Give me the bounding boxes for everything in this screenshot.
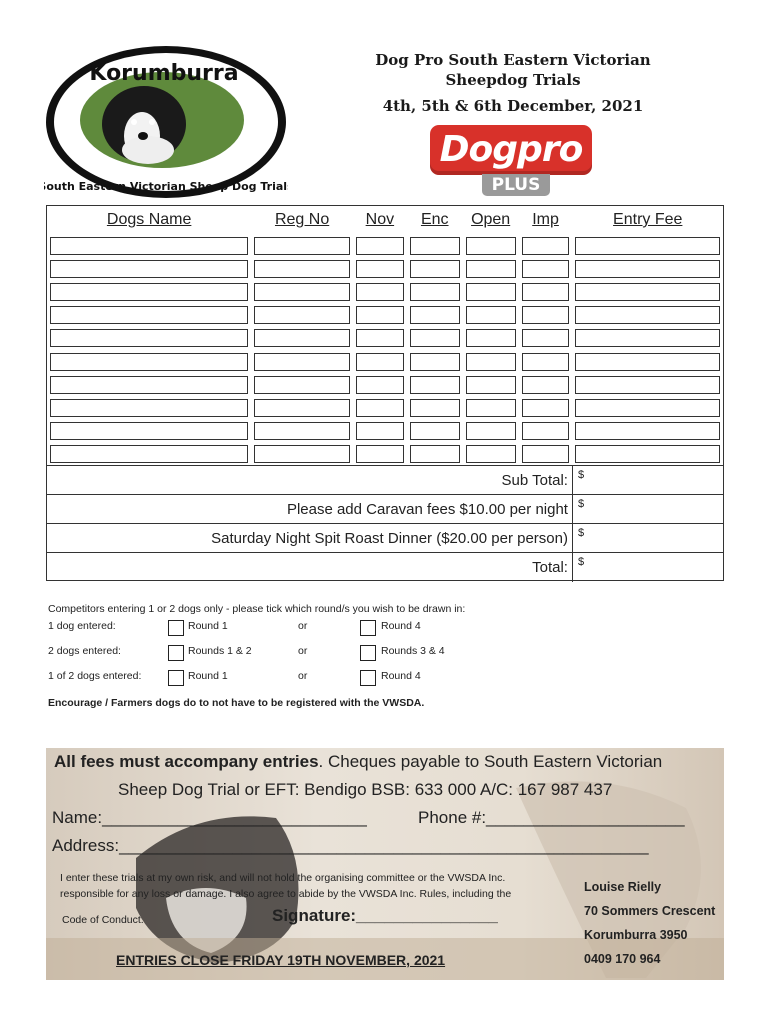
table-row	[47, 443, 723, 466]
table-cell	[353, 280, 407, 303]
checkbox-round-4-alt[interactable]	[360, 670, 376, 686]
entry-input-box[interactable]	[575, 376, 720, 394]
entry-input-box[interactable]	[466, 399, 516, 417]
payment-panel	[46, 748, 724, 980]
table-row	[47, 304, 723, 327]
contact-town: Korumburra 3950	[584, 928, 688, 942]
table-cell	[353, 234, 407, 257]
entry-input-box[interactable]	[522, 237, 570, 255]
table-cell	[572, 234, 723, 257]
table-cell	[463, 420, 519, 443]
table-cell	[353, 257, 407, 280]
entry-input-box[interactable]	[254, 260, 350, 278]
entry-input-box[interactable]	[50, 260, 248, 278]
table-cell	[251, 327, 353, 350]
entry-input-box[interactable]	[575, 237, 720, 255]
table-cell	[463, 234, 519, 257]
entry-input-box[interactable]	[50, 422, 248, 440]
entry-input-box[interactable]	[356, 329, 404, 347]
option-label: Round 1	[188, 620, 228, 632]
round-row-label: 1 of 2 dogs entered:	[48, 670, 142, 682]
table-cell	[572, 257, 723, 280]
bank-details: Sheep Dog Trial or EFT: Bendigo BSB: 633 000 A/C: 167 987 437	[118, 780, 613, 799]
table-cell	[572, 396, 723, 419]
entry-input-box[interactable]	[50, 445, 248, 463]
header-reg-no: Reg No	[274, 211, 330, 228]
table-cell	[572, 373, 723, 396]
round-row-label: 2 dogs entered:	[48, 645, 121, 657]
entry-input-box[interactable]	[50, 306, 248, 324]
table-row	[47, 396, 723, 419]
checkbox-round-1[interactable]	[168, 620, 184, 636]
table-cell	[407, 396, 463, 419]
table-cell	[47, 373, 251, 396]
entry-input-box[interactable]	[466, 260, 516, 278]
entry-input-box[interactable]	[254, 237, 350, 255]
round-row-2-dogs	[48, 645, 738, 670]
dinner-label: Saturday Night Spit Roast Dinner ($20.00 per person)	[47, 524, 572, 553]
checkbox-rounds-3-4[interactable]	[360, 645, 376, 661]
fees-bold: All fees must accompany entries	[54, 752, 319, 771]
table-cell	[47, 304, 251, 327]
entry-input-box[interactable]	[50, 353, 248, 371]
option-label: Round 1	[188, 670, 228, 682]
or-label: or	[298, 620, 308, 632]
table-row	[47, 373, 723, 396]
entry-input-box[interactable]	[522, 306, 570, 324]
table-cell	[47, 234, 251, 257]
round-row-1-dog	[48, 620, 738, 645]
table-row	[47, 257, 723, 280]
entry-input-box[interactable]	[50, 399, 248, 417]
address-field[interactable]: Address:________________________________________________________	[52, 836, 649, 855]
entry-input-box[interactable]	[522, 260, 570, 278]
entry-input-box[interactable]	[522, 329, 570, 347]
entry-input-box[interactable]	[522, 376, 570, 394]
entry-input-box[interactable]	[356, 399, 404, 417]
table-cell	[251, 396, 353, 419]
table-cell	[47, 350, 251, 373]
phone-field[interactable]: Phone #:_____________________	[418, 808, 685, 827]
logo-subtitle: South Eastern Victorian Sheep Dog Trials	[44, 180, 288, 193]
table-row	[47, 350, 723, 373]
entry-input-box[interactable]	[410, 445, 460, 463]
entry-input-box[interactable]	[575, 283, 720, 301]
table-cell	[519, 443, 573, 466]
table-cell	[353, 373, 407, 396]
entry-input-box[interactable]	[466, 283, 516, 301]
table-cell	[407, 304, 463, 327]
entry-input-box[interactable]	[466, 376, 516, 394]
table-cell	[47, 327, 251, 350]
option-label: Round 4	[381, 620, 421, 632]
entry-input-box[interactable]	[522, 283, 570, 301]
entry-input-box[interactable]	[254, 306, 350, 324]
table-row	[47, 327, 723, 350]
table-cell	[407, 257, 463, 280]
checkbox-rounds-1-2[interactable]	[168, 645, 184, 661]
fees-notice	[54, 752, 662, 772]
header-nov: Nov	[365, 211, 395, 228]
table-cell	[47, 396, 251, 419]
rounds-section	[48, 603, 738, 709]
entry-input-box[interactable]	[522, 422, 570, 440]
rounds-intro: Competitors entering 1 or 2 dogs only - please tick which round/s you wish to be drawn in:	[48, 603, 466, 615]
caravan-row	[47, 495, 723, 524]
subtotal-label: Sub Total:	[47, 466, 572, 495]
table-cell	[463, 443, 519, 466]
table-cell	[353, 327, 407, 350]
table-cell	[519, 327, 573, 350]
table-cell	[407, 327, 463, 350]
entry-input-box[interactable]	[356, 306, 404, 324]
table-cell	[251, 304, 353, 327]
header-entry-fee: Entry Fee	[613, 211, 683, 228]
entry-input-box[interactable]	[575, 445, 720, 463]
table-cell	[463, 304, 519, 327]
or-label: or	[298, 670, 308, 682]
table-cell	[407, 280, 463, 303]
table-cell	[463, 350, 519, 373]
table-cell	[572, 327, 723, 350]
total-field[interactable]: $	[572, 553, 723, 582]
table-cell	[519, 373, 573, 396]
logo-title: Korumburra	[89, 61, 239, 86]
caravan-field[interactable]: $	[572, 495, 723, 524]
option-label: Rounds 1 & 2	[188, 645, 252, 657]
entry-input-box[interactable]	[356, 376, 404, 394]
entry-input-box[interactable]	[575, 422, 720, 440]
entry-input-box[interactable]	[575, 260, 720, 278]
entry-input-box[interactable]	[254, 353, 350, 371]
entry-input-box[interactable]	[575, 399, 720, 417]
header-open: Open	[471, 211, 511, 228]
name-field[interactable]: Name:____________________________	[52, 808, 367, 827]
event-title	[318, 50, 708, 117]
entry-input-box[interactable]	[466, 422, 516, 440]
risk-statement-line1: I enter these trials at my own risk, and will not hold the organising committee or the VWSDA Inc.	[60, 872, 506, 884]
entry-input-box[interactable]	[410, 306, 460, 324]
event-title-line1: Dog Pro South Eastern Victorian	[375, 51, 651, 69]
table-row	[47, 420, 723, 443]
fees-rest: . Cheques payable to South Eastern Victorian	[318, 752, 663, 771]
table-header-row	[47, 206, 723, 234]
entry-input-box[interactable]	[356, 283, 404, 301]
table-cell	[251, 420, 353, 443]
subtotal-row	[47, 466, 723, 495]
entry-input-box[interactable]	[466, 306, 516, 324]
entry-input-box[interactable]	[50, 283, 248, 301]
table-cell	[353, 350, 407, 373]
entry-input-box[interactable]	[50, 376, 248, 394]
club-logo	[44, 44, 288, 200]
table-cell	[519, 280, 573, 303]
entry-input-box[interactable]	[466, 237, 516, 255]
table-cell	[353, 420, 407, 443]
table-cell	[572, 420, 723, 443]
entry-input-box[interactable]	[410, 399, 460, 417]
entry-input-box[interactable]	[50, 237, 248, 255]
entry-input-box[interactable]	[575, 329, 720, 347]
table-cell	[251, 443, 353, 466]
caravan-label: Please add Caravan fees $10.00 per night	[47, 495, 572, 524]
entry-input-box[interactable]	[466, 445, 516, 463]
table-cell	[407, 350, 463, 373]
table-row	[47, 234, 723, 257]
dinner-row	[47, 524, 723, 553]
table-cell	[407, 234, 463, 257]
entry-input-box[interactable]	[466, 353, 516, 371]
table-cell	[463, 257, 519, 280]
signature-field[interactable]: Signature:_______________	[272, 906, 498, 925]
table-cell	[519, 304, 573, 327]
entry-input-box[interactable]	[254, 445, 350, 463]
table-cell	[47, 280, 251, 303]
entry-input-box[interactable]	[410, 329, 460, 347]
option-label: Round 4	[381, 670, 421, 682]
table-cell	[251, 257, 353, 280]
table-cell	[572, 443, 723, 466]
table-cell	[572, 350, 723, 373]
header-enc: Enc	[420, 211, 449, 228]
header-dogs-name: Dogs Name	[106, 211, 192, 228]
table-cell	[407, 443, 463, 466]
table-cell	[463, 280, 519, 303]
sponsor-tier: PLUS	[482, 174, 550, 196]
table-cell	[251, 280, 353, 303]
table-cell	[251, 350, 353, 373]
entry-input-box[interactable]	[356, 260, 404, 278]
table-cell	[353, 396, 407, 419]
table-row	[47, 280, 723, 303]
entry-input-box[interactable]	[356, 237, 404, 255]
table-cell	[251, 373, 353, 396]
risk-statement-line3: Code of Conduct.	[62, 914, 144, 926]
table-cell	[519, 350, 573, 373]
entry-input-box[interactable]	[522, 353, 570, 371]
entries-close-notice: ENTRIES CLOSE FRIDAY 19TH NOVEMBER, 2021	[116, 952, 446, 968]
round-row-1-of-2-dogs	[48, 670, 738, 695]
total-row	[47, 553, 723, 582]
table-cell	[463, 373, 519, 396]
entry-input-box[interactable]	[466, 329, 516, 347]
entry-input-box[interactable]	[254, 399, 350, 417]
entry-input-box[interactable]	[254, 283, 350, 301]
registration-note: Encourage / Farmers dogs do to not have to be registered with the VWSDA.	[48, 697, 425, 709]
table-cell	[463, 396, 519, 419]
entry-input-box[interactable]	[410, 237, 460, 255]
table-cell	[353, 443, 407, 466]
entry-input-box[interactable]	[410, 260, 460, 278]
entry-input-box[interactable]	[575, 353, 720, 371]
table-cell	[47, 257, 251, 280]
entry-input-box[interactable]	[254, 376, 350, 394]
table-cell	[572, 304, 723, 327]
entry-input-box[interactable]	[410, 422, 460, 440]
table-cell	[519, 257, 573, 280]
table-cell	[519, 396, 573, 419]
table-cell	[47, 443, 251, 466]
table-cell	[519, 420, 573, 443]
entry-input-box[interactable]	[356, 353, 404, 371]
table-cell	[353, 304, 407, 327]
entry-input-box[interactable]	[410, 353, 460, 371]
contact-street: 70 Sommers Crescent	[584, 904, 716, 918]
option-label: Rounds 3 & 4	[381, 645, 445, 657]
table-cell	[572, 280, 723, 303]
table-cell	[407, 420, 463, 443]
subtotal-field[interactable]: $	[572, 466, 723, 495]
event-dates: 4th, 5th & 6th December, 2021	[382, 97, 644, 115]
or-label: or	[298, 645, 308, 657]
entry-input-box[interactable]	[522, 445, 570, 463]
entry-input-box[interactable]	[575, 306, 720, 324]
header-imp: Imp	[532, 211, 559, 228]
checkbox-round-4[interactable]	[360, 620, 376, 636]
contact-phone: 0409 170 964	[584, 952, 661, 966]
entry-table	[46, 205, 724, 581]
table-cell	[463, 327, 519, 350]
entry-input-box[interactable]	[410, 376, 460, 394]
checkbox-round-1-alt[interactable]	[168, 670, 184, 686]
event-title-line2: Sheepdog Trials	[445, 71, 581, 89]
total-label: Total:	[47, 553, 572, 582]
entry-input-box[interactable]	[356, 422, 404, 440]
entry-input-box[interactable]	[410, 283, 460, 301]
sponsor-name: Dogpro	[430, 125, 592, 175]
contact-name: Louise Rielly	[584, 880, 662, 894]
table-cell	[47, 420, 251, 443]
risk-statement-line2: responsible for any loss or damage. I also agree to abide by the VWSDA Inc. Rules, including the	[60, 888, 512, 900]
entry-input-box[interactable]	[522, 399, 570, 417]
entry-input-box[interactable]	[356, 445, 404, 463]
entry-input-box[interactable]	[254, 422, 350, 440]
sponsor-logo	[430, 125, 592, 199]
table-cell	[407, 373, 463, 396]
dinner-field[interactable]: $	[572, 524, 723, 553]
table-cell	[519, 234, 573, 257]
round-row-label: 1 dog entered:	[48, 620, 116, 632]
entry-input-box[interactable]	[254, 329, 350, 347]
table-cell	[251, 234, 353, 257]
entry-input-box[interactable]	[50, 329, 248, 347]
